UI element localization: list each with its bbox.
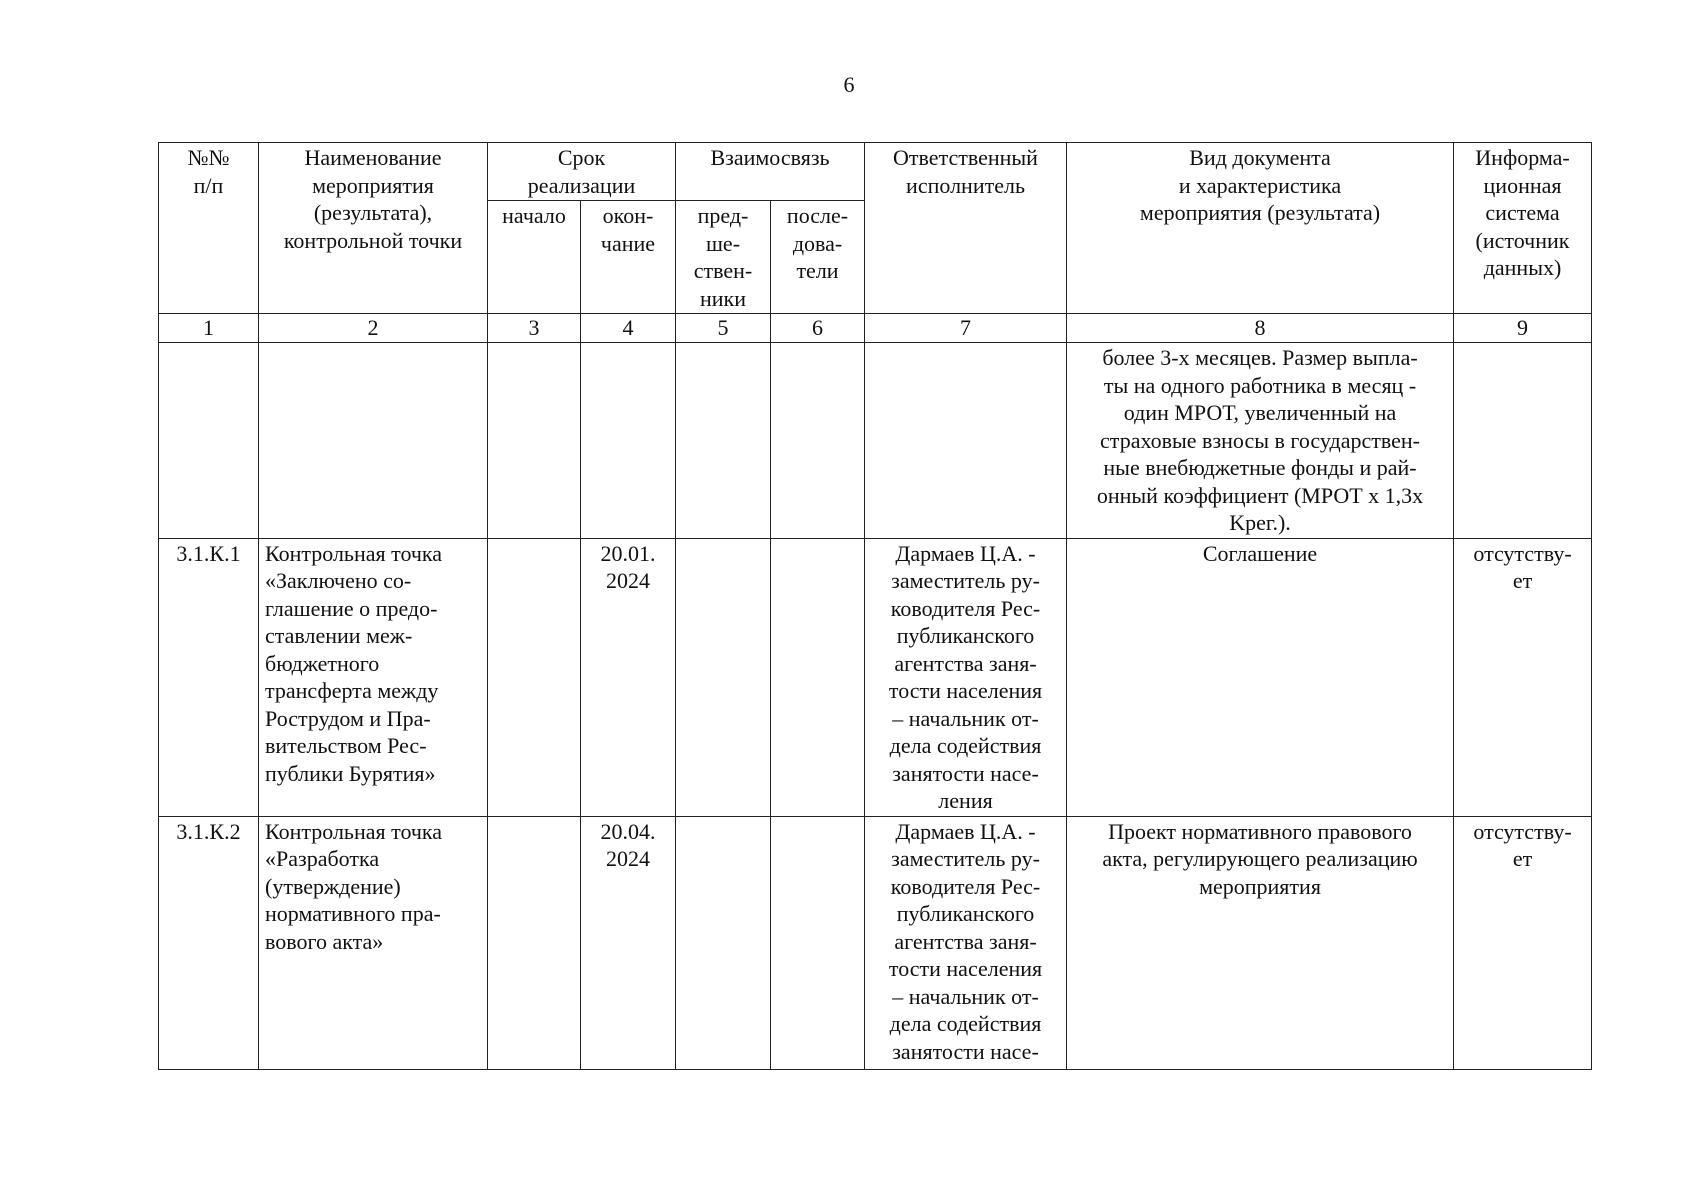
cell-end: 20.04. 2024 [581, 816, 676, 1069]
header-link-group: Взаимосвязь [676, 143, 865, 201]
cell-num: 3.1.К.2 [159, 816, 259, 1069]
column-number: 1 [159, 314, 259, 343]
cell-predecessors [676, 343, 771, 539]
header-end: окон- чание [581, 201, 676, 314]
table-row [159, 343, 1592, 539]
cell-responsible: Дармаев Ц.А. - заместитель ру- ководителя Рес- публиканского агентства заня- тости населения – начальник от- дела содействия занятости насе- ления [865, 538, 1067, 816]
cell-start [488, 538, 581, 816]
cell-end: 20.01. 2024 [581, 538, 676, 816]
cell-start [488, 343, 581, 539]
header-srok-group: Срок реализации [488, 143, 676, 201]
cell-name [259, 343, 488, 539]
header-predecessors: пред- ше- ствен- ники [676, 201, 771, 314]
cell-name: Контрольная точка «Заключено со- глашение о предо- ставлении меж- бюджетного трансферта между Рострудом и Пра- вительством Рес- публики Бурятия» [259, 538, 488, 816]
header-name: Наименование мероприятия (результата), контрольной точки [259, 143, 488, 314]
cell-end [581, 343, 676, 539]
cell-document: более 3-х месяцев. Размер выпла- ты на одного работника в месяц - один МРОТ, увеличенный на страховые взносы в государствен- ные внебюджетные фонды и рай- онный коэффициент (МРОТ x 1,3x Kрег.). [1067, 343, 1454, 539]
column-number: 9 [1454, 314, 1592, 343]
cell-responsible [865, 343, 1067, 539]
column-number: 6 [771, 314, 865, 343]
header-successors: после- дова- тели [771, 201, 865, 314]
cell-num: 3.1.К.1 [159, 538, 259, 816]
header-row-1 [159, 143, 1592, 201]
header-document: Вид документа и характеристика мероприятия (результата) [1067, 143, 1454, 314]
cell-start [488, 816, 581, 1069]
header-num: №№ п/п [159, 143, 259, 314]
column-number: 7 [865, 314, 1067, 343]
cell-num [159, 343, 259, 539]
cell-document: Проект нормативного правового акта, регулирующего реализацию мероприятия [1067, 816, 1454, 1069]
cell-successors [771, 538, 865, 816]
cell-responsible: Дармаев Ц.А. - заместитель ру- ководителя Рес- публиканского агентства заня- тости населения – начальник от- дела содействия занятости насе- [865, 816, 1067, 1069]
column-number: 4 [581, 314, 676, 343]
activities-table [158, 142, 1592, 1070]
table-row [159, 538, 1592, 816]
column-number: 2 [259, 314, 488, 343]
column-number-row [159, 314, 1592, 343]
cell-successors [771, 816, 865, 1069]
page-number: 6 [843, 72, 855, 97]
table-row [159, 816, 1592, 1069]
cell-predecessors [676, 816, 771, 1069]
header-responsible: Ответственный исполнитель [865, 143, 1067, 314]
cell-document: Соглашение [1067, 538, 1454, 816]
column-number: 8 [1067, 314, 1454, 343]
cell-system: отсутству- ет [1454, 816, 1592, 1069]
cell-name: Контрольная точка «Разработка (утверждение) нормативного пра- вового акта» [259, 816, 488, 1069]
column-number: 3 [488, 314, 581, 343]
cell-successors [771, 343, 865, 539]
column-number: 5 [676, 314, 771, 343]
cell-system [1454, 343, 1592, 539]
header-start: начало [488, 201, 581, 314]
cell-system: отсутству- ет [1454, 538, 1592, 816]
cell-predecessors [676, 538, 771, 816]
header-system: Информа- ционная система (источник данных) [1454, 143, 1592, 314]
